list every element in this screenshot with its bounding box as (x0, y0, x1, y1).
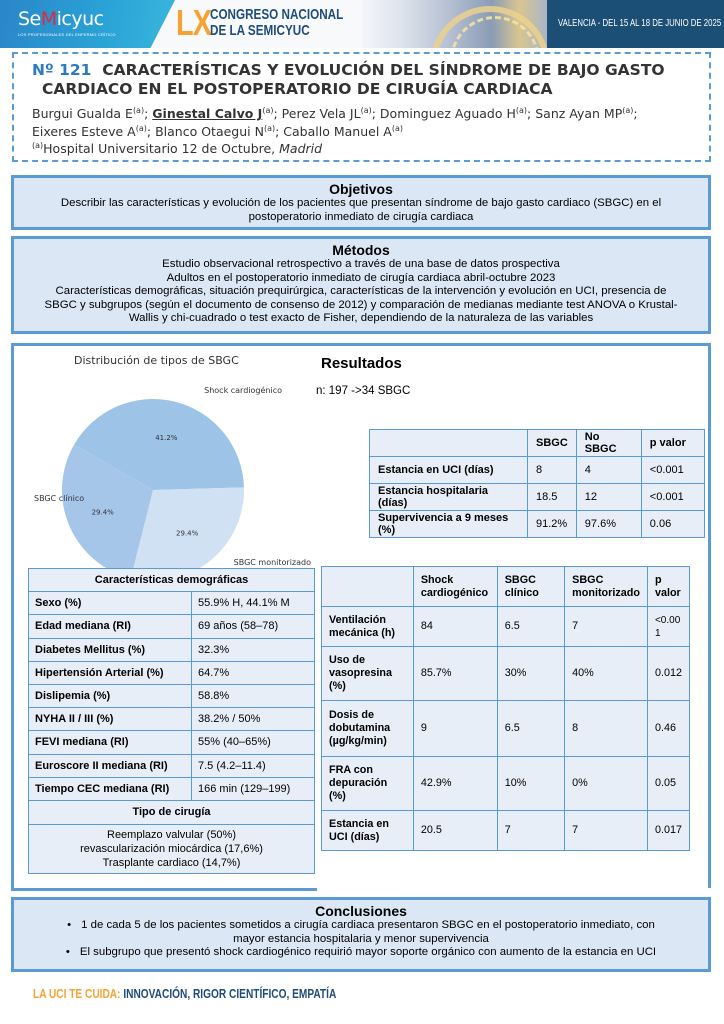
sample-size-text: n: 197 ->34 SBGC (316, 385, 411, 397)
table-row (29, 592, 315, 615)
resultados-section (11, 343, 711, 888)
resultados-border (11, 888, 317, 891)
table-cell: 6.5 (497, 701, 564, 757)
table-cell: 7 (565, 607, 648, 647)
table-cell: 58.8% (192, 684, 315, 707)
table-cell: 64.7% (192, 661, 315, 684)
resultados-heading: Resultados (321, 355, 402, 372)
bullet-icon: • (65, 946, 70, 959)
pie-category-label: SBGC clínico (34, 494, 85, 503)
surgery-type-item: Reemplazo valvular (50%) (107, 828, 236, 841)
table-cell: 7 (565, 811, 648, 851)
row-label: Uso de vasopresina (%) (322, 647, 414, 701)
metodos-text-line: Características demográficas, situación prequirúrgica, características de la intervención y evolución en UCI, presencia de (55, 285, 667, 298)
table-cell: 8 (565, 701, 648, 757)
row-label: Supervivencia a 9 meses (%) (370, 511, 528, 538)
congress-name-line1: CONGRESO NACIONAL (210, 6, 344, 23)
row-label: NYHA II / III (%) (29, 708, 192, 731)
conclusion-item (14, 946, 708, 960)
pie-percent-label: 29.4% (91, 508, 114, 517)
affiliation-marker: (a) (515, 106, 528, 115)
objetivos-heading: Objetivos (329, 181, 393, 197)
table-cell: 166 min (129–199) (192, 777, 315, 800)
affiliation-marker: (a) (262, 106, 274, 115)
surgery-type-item: Trasplante cardiaco (14,7%) (102, 856, 241, 869)
pie-category-label: SBGC monitorizado (233, 558, 311, 567)
subgroup-comparison-table (321, 566, 690, 851)
demographics-table (28, 568, 315, 874)
slogan-values: INNOVACIÓN, RIGOR CIENTÍFICO, EMPATÍA (123, 986, 337, 1001)
row-label: Sexo (%) (29, 592, 192, 615)
table-cell: 18.5 (528, 484, 577, 511)
author: Perez Vela JL (281, 106, 361, 122)
table-cell: 9 (413, 701, 497, 757)
conclusion-item (14, 919, 708, 946)
author-separator: ; (146, 124, 156, 140)
affiliation-marker: (a) (391, 124, 403, 133)
table-cell: 91.2% (528, 511, 577, 538)
objetivos-section (11, 175, 711, 230)
conclusiones-list (14, 919, 708, 960)
author-separator: ; (144, 106, 153, 122)
table-cell: 8 (528, 457, 577, 484)
affiliation-marker: (a) (263, 124, 276, 133)
logo-text-pre: Se (18, 8, 41, 30)
title-text-line1: CARACTERÍSTICAS Y EVOLUCIÓN DEL SÍNDROME DE BAJO GASTO (102, 61, 665, 79)
table-row (370, 511, 705, 538)
authors-line2 (32, 124, 403, 139)
table-cell: 0.06 (641, 511, 704, 538)
affiliation (32, 141, 322, 156)
author: Burgui Gualda E (32, 106, 133, 122)
table-cell: 0.012 (647, 647, 689, 701)
pie-percent-label: 41.2% (155, 434, 178, 443)
logo-text-post: icyuc (56, 8, 104, 30)
metodos-heading: Métodos (332, 242, 390, 258)
table-header-cell: Shock cardiogénico (413, 567, 497, 607)
objetivos-text-line: Describir las características y evolución de los pacientes que presentan síndrome de bajo gasto cardiaco (SBGC) en el (60, 197, 662, 209)
table-cell: 20.5 (413, 811, 497, 851)
row-label: Dosis de dobutamina (µg/kg/min) (322, 701, 414, 757)
table-row (322, 811, 690, 851)
table-cell: 0.46 (647, 701, 689, 757)
author-separator: ; (633, 106, 638, 122)
table-header-row (29, 800, 315, 824)
row-label: Estancia hospitalaria (días) (370, 484, 528, 511)
table-cell: 32.3% (192, 638, 315, 661)
surgery-type-item: revascularización miocárdica (17,6%) (80, 842, 263, 855)
table-cell: 30% (497, 647, 564, 701)
author: Dominguez Aguado H (379, 106, 516, 122)
table-header-cell: p valor (641, 430, 704, 457)
row-label: Euroscore II mediana (RI) (29, 754, 192, 777)
bullet-icon: • (67, 919, 72, 931)
table-cell: <0.001 (641, 457, 704, 484)
row-label: Estancia en UCI (días) (322, 811, 414, 851)
row-label: FRA con depuración (%) (322, 757, 414, 811)
logo-tagline: LOS PROFESIONALES DEL ENFERMO CRÍTICO (18, 32, 116, 37)
congress-roman-number: LX (176, 2, 212, 43)
table-header-cell (322, 567, 414, 607)
poster-title-line1 (32, 61, 665, 79)
footer-slogan (33, 986, 336, 1001)
table-cell: 97.6% (576, 511, 641, 538)
metodos-section (11, 236, 711, 334)
table-header-cell: p valor (647, 567, 689, 607)
table-cell: 0% (565, 757, 648, 811)
sbgc-outcomes-table (369, 429, 705, 538)
table-row (29, 684, 315, 707)
row-label: Estancia en UCI (días) (370, 457, 528, 484)
author: Eixeres Esteve A (32, 124, 136, 140)
congress-banner (0, 0, 724, 48)
table-header-row (370, 430, 705, 457)
table-cell: 7 (497, 811, 564, 851)
semicyuc-logo (18, 8, 128, 37)
table-cell: <0.001 (641, 484, 704, 511)
table-row (29, 615, 315, 638)
table-row (322, 757, 690, 811)
affiliation-marker: (a) (32, 141, 44, 150)
table-cell: 55% (40–65%) (192, 731, 315, 754)
table-row (29, 661, 315, 684)
pie-category-label: Shock cardiogénico (204, 386, 282, 395)
table-row (29, 731, 315, 754)
pie-chart-title: Distribución de tipos de SBGC (74, 354, 239, 367)
row-label: FEVI mediana (RI) (29, 731, 192, 754)
location-dates: VALENCIA - DEL 15 AL 18 DE JUNIO DE 2025 (558, 18, 722, 29)
table-cell: 4 (576, 457, 641, 484)
conclusion-text: mayor estancia hospitalaria y menor supervivencia (233, 932, 489, 945)
table-cell: 40% (565, 647, 648, 701)
table-header-cell: SBGC monitorizado (565, 567, 648, 607)
metodos-text-line: Adultos en el postoperatorio inmediato de cirugía cardiaca abril-octubre 2023 (166, 271, 556, 284)
surgery-type-header: Tipo de cirugía (29, 800, 315, 824)
conclusion-text: El subgrupo que presentó shock cardiogénico requirió mayor soporte orgánico con aumento de la estancia en UCI (79, 946, 657, 959)
table-row (370, 484, 705, 511)
table-header-row (29, 569, 315, 592)
table-cell: 38.2% / 50% (192, 708, 315, 731)
table-row (370, 457, 705, 484)
table-header-cell: SBGC (528, 430, 577, 457)
table-header-cell (370, 430, 528, 457)
table-row (29, 708, 315, 731)
affiliation-marker: (a) (622, 106, 634, 115)
author: Blanco Otaegui N (155, 124, 264, 140)
author-separator: ; (273, 106, 282, 122)
author-separator: ; (371, 106, 380, 122)
logo-heartbeat-m: M (40, 8, 57, 30)
table-cell: 69 años (58–78) (192, 615, 315, 638)
row-label: Dislipemia (%) (29, 684, 192, 707)
metodos-text-line: Estudio observacional retrospectivo a través de una base de datos prospectiva (162, 258, 560, 270)
table-cell: 85.7% (413, 647, 497, 701)
slogan-prefix: LA UCI TE CUIDA: (33, 986, 124, 1001)
table-row (322, 701, 690, 757)
row-label: Diabetes Mellitus (%) (29, 638, 192, 661)
presenting-author: Ginestal Calvo J (152, 106, 263, 122)
row-label: Hipertensión Arterial (%) (29, 661, 192, 684)
poster-title-line2: CARDIACO EN EL POSTOPERATORIO DE CIRUGÍA CARDIACA (42, 80, 553, 98)
author-separator: ; (527, 106, 536, 122)
table-row (322, 607, 690, 647)
table-cell: 0.05 (647, 757, 689, 811)
conclusiones-heading: Conclusiones (315, 903, 407, 919)
author: Caballo Manuel A (283, 124, 392, 140)
table-header-cell: SBGC clínico (497, 567, 564, 607)
table-row (29, 754, 315, 777)
table-cell: 12 (576, 484, 641, 511)
table-header-row (322, 567, 690, 607)
table-cell: 55.9% H, 44.1% M (192, 592, 315, 615)
affiliation-hospital: Hospital Universitario 12 de Octubre, (43, 141, 280, 157)
metodos-text-line: Wallis y chi-cuadrado o test exacto de Fisher, dependiendo de la naturaleza de las variables (128, 312, 594, 325)
table-cell: <0.001 (647, 607, 689, 647)
table-header-cell: No SBGC (576, 430, 641, 457)
objetivos-text-line: postoperatorio inmediato de cirugía cardiaca (248, 210, 474, 223)
conclusiones-section (11, 897, 711, 972)
affiliation-marker: (a) (360, 106, 372, 115)
sbgc-distribution-pie-chart (14, 346, 324, 571)
affiliation-marker: (a) (135, 124, 147, 133)
table-cell: 0.017 (647, 811, 689, 851)
row-label: Tiempo CEC mediana (RI) (29, 777, 192, 800)
row-label: Edad mediana (RI) (29, 615, 192, 638)
affiliation-city: Madrid (279, 141, 323, 157)
table-cell: 84 (413, 607, 497, 647)
table-cell: 7.5 (4.2–11.4) (192, 754, 315, 777)
conclusion-text: 1 de cada 5 de los pacientes sometidos a cirugía cardiaca presentaron SBGC en el postoperatorio inmediato, con (81, 919, 655, 931)
affiliation-marker: (a) (132, 106, 145, 115)
surgery-type-cell (29, 824, 315, 873)
authors-line1 (32, 106, 638, 121)
table-row (322, 647, 690, 701)
row-label: Ventilación mecánica (h) (322, 607, 414, 647)
table-row (29, 777, 315, 800)
table-cell: 10% (497, 757, 564, 811)
table-row (29, 824, 315, 873)
metodos-text-line: SBGC y subgrupos (según el documento de consenso de 2012) y comparación de medianas mediante test ANOVA o Krustal- (44, 298, 678, 311)
table-header-cell: Características demográficas (29, 569, 315, 592)
table-cell: 42.9% (413, 757, 497, 811)
table-cell: 6.5 (497, 607, 564, 647)
pie-percent-label: 29.4% (176, 529, 199, 538)
author: Sanz Ayan MP (535, 106, 623, 122)
abstract-number: Nº 121 (32, 61, 92, 79)
congress-name (210, 7, 343, 39)
congress-name-line2: DE LA SEMICYUC (210, 22, 310, 39)
table-row (29, 638, 315, 661)
author-separator: ; (275, 124, 284, 140)
